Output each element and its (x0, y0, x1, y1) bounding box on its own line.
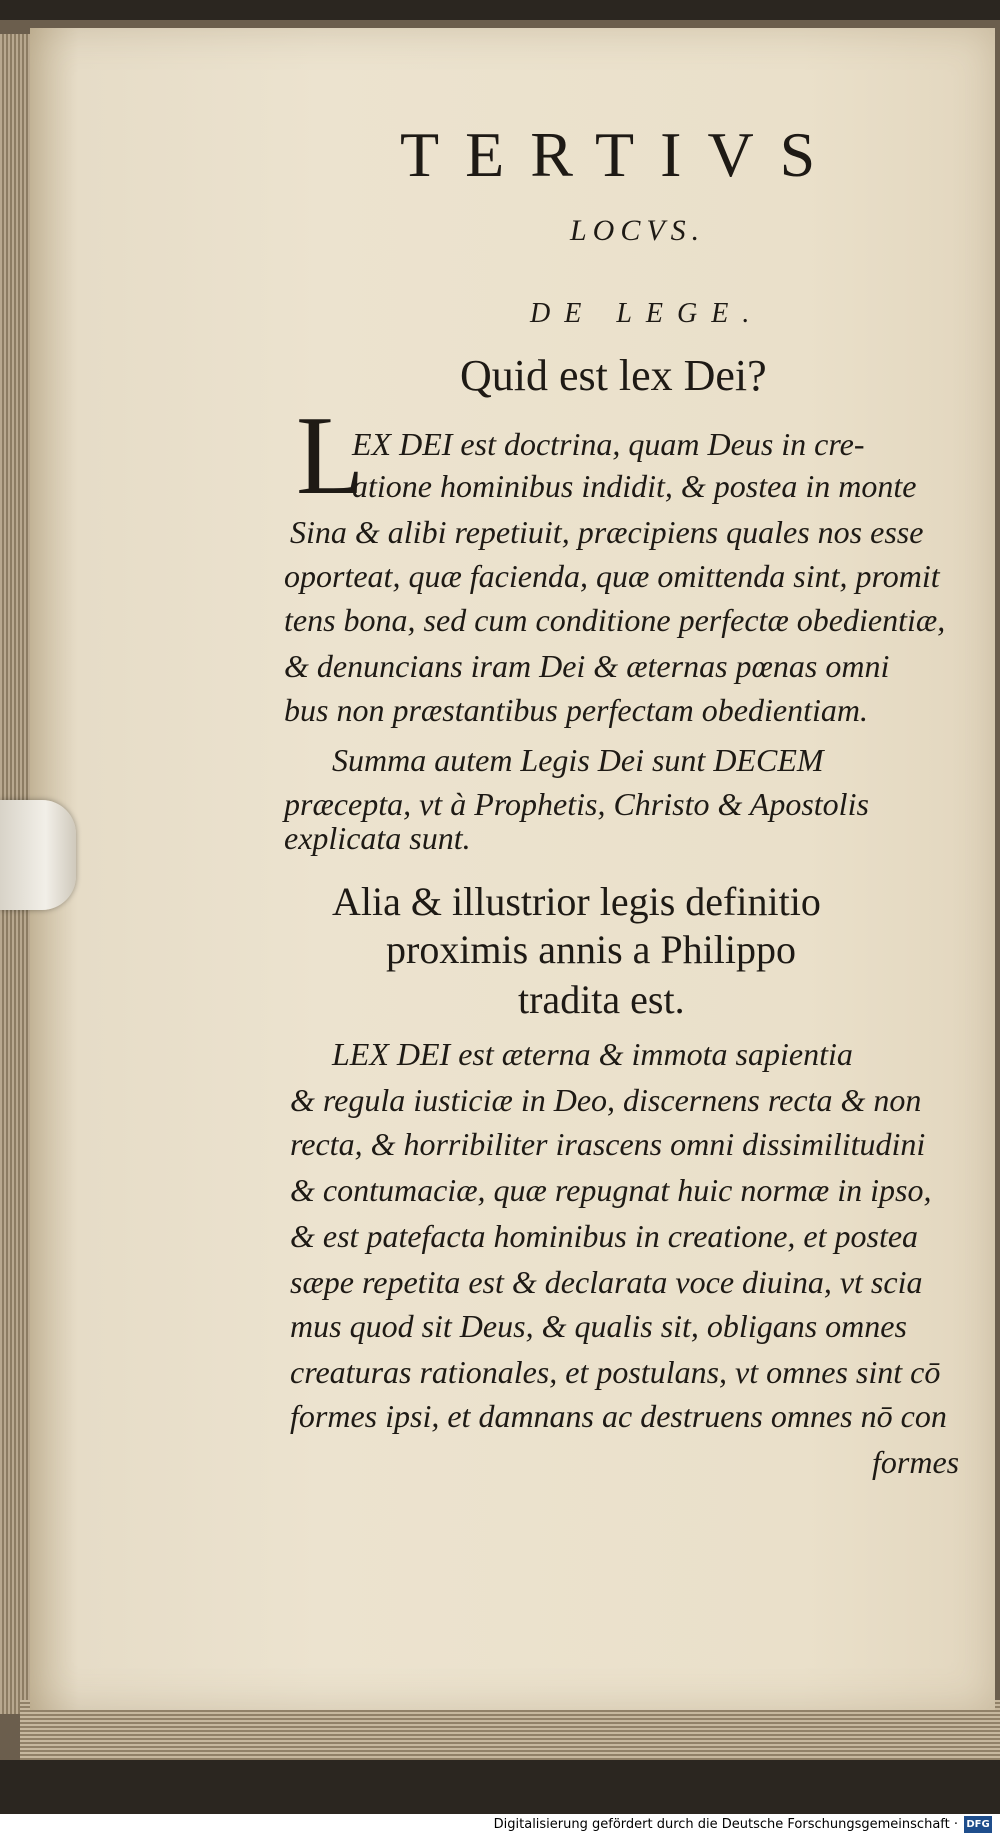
text-line: oporteat, quæ facienda, quæ omittenda sint, promit (284, 558, 940, 594)
text-line: formes ipsi, et damnans ac destruens omnes nō con (290, 1398, 947, 1434)
text-line: mus quod sit Deus, & qualis sit, obligans omnes (290, 1308, 907, 1344)
text-line: creaturas rationales, et postulans, vt omnes sint cō (290, 1354, 941, 1390)
funding-credit: Digitalisierung gefördert durch die Deutsche Forschungsgemeinschaft · (493, 1817, 958, 1832)
section-title: DE LEGE. (530, 298, 764, 329)
dfg-logo-icon: DFG (964, 1816, 992, 1833)
text-line: & denuncians iram Dei & æternas pœnas omni (284, 648, 890, 684)
catchword: formes (872, 1444, 960, 1480)
text-line: præcepta, vt à Prophetis, Christo & Apostolis (284, 786, 869, 822)
text-line: tens bona, sed cum conditione perfectæ obedientiæ, (284, 602, 946, 638)
subheading-line: proximis annis a Philippo (386, 927, 796, 972)
question-heading: Quid est lex Dei? (460, 351, 767, 400)
subheading-line: tradita est. (518, 977, 685, 1022)
text-line: & contumaciæ, quæ repugnat huic normæ in ipso, (290, 1172, 932, 1208)
text-line: Summa autem Legis Dei sunt DECEM (332, 742, 824, 778)
subheading-line: Alia & illustrior legis definitio (332, 879, 821, 924)
text-line: EX DEI est doctrina, quam Deus in cre- (352, 426, 865, 462)
text-line: LEX DEI est æterna & immota sapientia (332, 1036, 853, 1072)
text-line: & est patefacta hominibus in creatione, et postea (290, 1218, 919, 1254)
drop-capital: L (296, 394, 365, 518)
text-line: Sina & alibi repetiuit, præcipiens quales nos esse (290, 514, 924, 550)
text-line: explicata sunt. (284, 820, 471, 856)
text-line: & regula iusticiæ in Deo, discernens recta & non (290, 1082, 922, 1118)
running-title: TERTIVS (400, 119, 842, 190)
text-line: atione hominibus indidit, & postea in monte (352, 468, 917, 504)
text-line: bus non præstantibus perfectam obedientiam. (284, 692, 868, 728)
text-line: sæpe repetita est & declarata voce diuina, vt scia (290, 1264, 923, 1300)
running-subtitle: LOCVS. (570, 214, 706, 247)
text-line: recta, & horribiliter irascens omni dissimilitudini (290, 1126, 926, 1162)
